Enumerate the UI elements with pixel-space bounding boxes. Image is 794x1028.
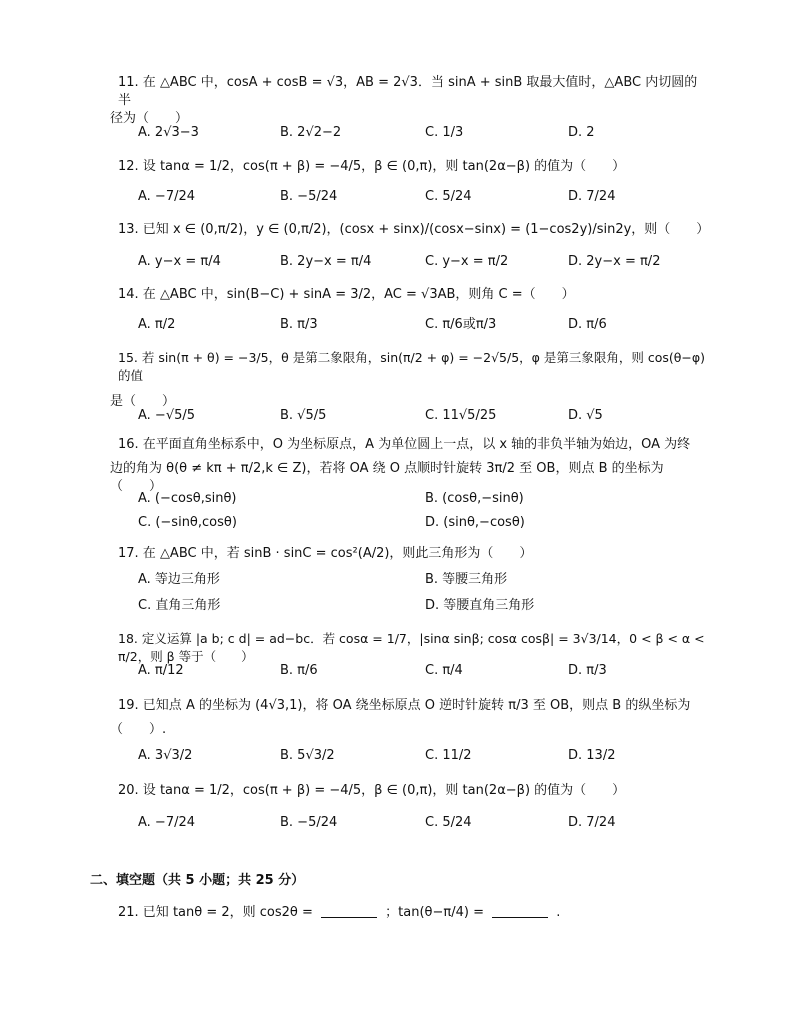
option-b[interactable]: B. 2y−x = π/4	[280, 254, 372, 269]
stem-line: 15. 若 sin(π + θ) = −3/5，θ 是第二象限角，sin(π/2 + φ) = −2√5/5，φ 是第三象限角，则 cos(θ−φ) 的值	[118, 350, 706, 383]
option-d[interactable]: D. √5	[568, 408, 603, 423]
q21-mid: ；tan(θ−π/4) =	[385, 905, 484, 920]
answer-blank-1[interactable]	[321, 905, 377, 918]
stem-line: 径为（ ）	[110, 111, 189, 126]
option-c[interactable]: C. y−x = π/2	[425, 254, 509, 269]
option-a[interactable]: A. 等边三角形	[138, 572, 220, 587]
stem-line: 11. 在 △ABC 中，cosA + cosB = √3，AB = 2√3．当 sinA + sinB 取最大值时，△ABC 内切圆的半	[118, 75, 698, 108]
question-11	[110, 74, 708, 140]
section-title: 二、填空题（共 5 小题；共 25 分）	[90, 873, 305, 888]
option-b[interactable]: B. π/3	[280, 317, 318, 332]
question-stem	[110, 436, 708, 496]
question-15	[110, 349, 708, 423]
option-d[interactable]: D. 7/24	[568, 189, 616, 204]
question-stem	[110, 697, 708, 739]
stem-line: （ ）.	[110, 722, 167, 737]
option-c[interactable]: C. 11√5/25	[425, 408, 497, 423]
option-a[interactable]: A. −7/24	[138, 815, 196, 830]
option-c[interactable]: C. π/6或π/3	[425, 317, 497, 332]
question-17	[118, 545, 708, 613]
option-b[interactable]: B. π/6	[280, 663, 318, 678]
option-d[interactable]: D. π/3	[568, 663, 607, 678]
option-a[interactable]: A. (−cosθ,sinθ)	[138, 491, 237, 506]
question-stem	[118, 158, 708, 176]
question-stem	[110, 74, 708, 128]
option-b[interactable]: B. −5/24	[280, 189, 338, 204]
question-18	[118, 630, 708, 678]
question-stem	[118, 286, 708, 304]
option-d[interactable]: D. 2	[568, 125, 595, 140]
option-a[interactable]: A. −7/24	[138, 189, 196, 204]
q21-suffix: .	[556, 905, 561, 920]
option-d[interactable]: D. π/6	[568, 317, 607, 332]
stem-line: 12. 设 tanα = 1/2，cos(π + β) = −4/5，β ∈ (0,π)，则 tan(2α−β) 的值为（ ）	[118, 159, 626, 174]
option-a[interactable]: A. 2√3−3	[138, 125, 199, 140]
question-12	[118, 158, 708, 204]
stem-line: 13. 已知 x ∈ (0,π/2)，y ∈ (0,π/2)，(cosx + sinx)/(cosx−sinx) = (1−cos2y)/sin2y，则（ ）	[118, 222, 710, 237]
option-d[interactable]: D. (sinθ,−cosθ)	[425, 515, 525, 530]
stem-line: 16. 在平面直角坐标系中，O 为坐标原点，A 为单位圆上一点，以 x 轴的非负半轴为始边，OA 为终	[118, 437, 691, 452]
stem-line: 是（ ）	[110, 394, 176, 409]
option-d[interactable]: D. 等腰直角三角形	[425, 598, 535, 613]
option-b[interactable]: B. 5√3/2	[280, 748, 335, 763]
option-d[interactable]: D. 7/24	[568, 815, 616, 830]
stem-line: 18. 定义运算 |a b; c d| = ad−bc．若 cosα = 1/7，|sinα sinβ; cosα cosβ| = 3√3/14，0 < β < α < π/2，则 β 等于（ ）	[118, 631, 705, 664]
option-a[interactable]: A. y−x = π/4	[138, 254, 221, 269]
question-19	[110, 697, 708, 763]
question-stem	[118, 630, 708, 666]
question-stem	[118, 545, 708, 563]
question-16	[110, 436, 708, 530]
question-20	[118, 782, 708, 830]
option-b[interactable]: B. √5/5	[280, 408, 327, 423]
option-b[interactable]: B. −5/24	[280, 815, 338, 830]
question-13	[118, 221, 710, 269]
question-21	[118, 905, 708, 919]
stem-line: 边的角为 θ(θ ≠ kπ + π/2,k ∈ Z)，若将 OA 绕 O 点顺时针旋转 3π/2 至 OB，则点 B 的坐标为（ ）	[110, 461, 664, 494]
q21-prefix: 21. 已知 tanθ = 2，则 cos2θ =	[118, 905, 313, 920]
option-d[interactable]: D. 13/2	[568, 748, 616, 763]
option-c[interactable]: C. (−sinθ,cosθ)	[138, 515, 237, 530]
question-stem	[110, 349, 708, 411]
answer-blank-2[interactable]	[492, 905, 548, 918]
option-a[interactable]: A. −√5/5	[138, 408, 196, 423]
question-14	[118, 286, 708, 332]
question-stem	[118, 782, 708, 800]
option-c[interactable]: C. π/4	[425, 663, 463, 678]
option-a[interactable]: A. π/2	[138, 317, 176, 332]
option-c[interactable]: C. 1/3	[425, 125, 464, 140]
option-b[interactable]: B. 2√2−2	[280, 125, 342, 140]
stem-line: 17. 在 △ABC 中，若 sinB · sinC = cos²(A/2)，则此三角形为（ ）	[118, 546, 533, 561]
option-d[interactable]: D. 2y−x = π/2	[568, 254, 661, 269]
option-b[interactable]: B. 等腰三角形	[425, 572, 508, 587]
stem-line: 20. 设 tanα = 1/2，cos(π + β) = −4/5，β ∈ (0,π)，则 tan(2α−β) 的值为（ ）	[118, 783, 626, 798]
option-a[interactable]: A. 3√3/2	[138, 748, 193, 763]
question-stem	[118, 221, 708, 239]
option-c[interactable]: C. 5/24	[425, 815, 472, 830]
option-c[interactable]: C. 5/24	[425, 189, 472, 204]
option-a[interactable]: A. π/12	[138, 663, 184, 678]
option-c[interactable]: C. 11/2	[425, 748, 472, 763]
option-c[interactable]: C. 直角三角形	[138, 598, 221, 613]
stem-line: 14. 在 △ABC 中，sin(B−C) + sinA = 3/2，AC = √3AB，则角 C =（ ）	[118, 287, 575, 302]
option-b[interactable]: B. (cosθ,−sinθ)	[425, 491, 524, 506]
stem-line: 19. 已知点 A 的坐标为 (4√3,1)，将 OA 绕坐标原点 O 逆时针旋转 π/3 至 OB，则点 B 的纵坐标为	[118, 698, 691, 713]
